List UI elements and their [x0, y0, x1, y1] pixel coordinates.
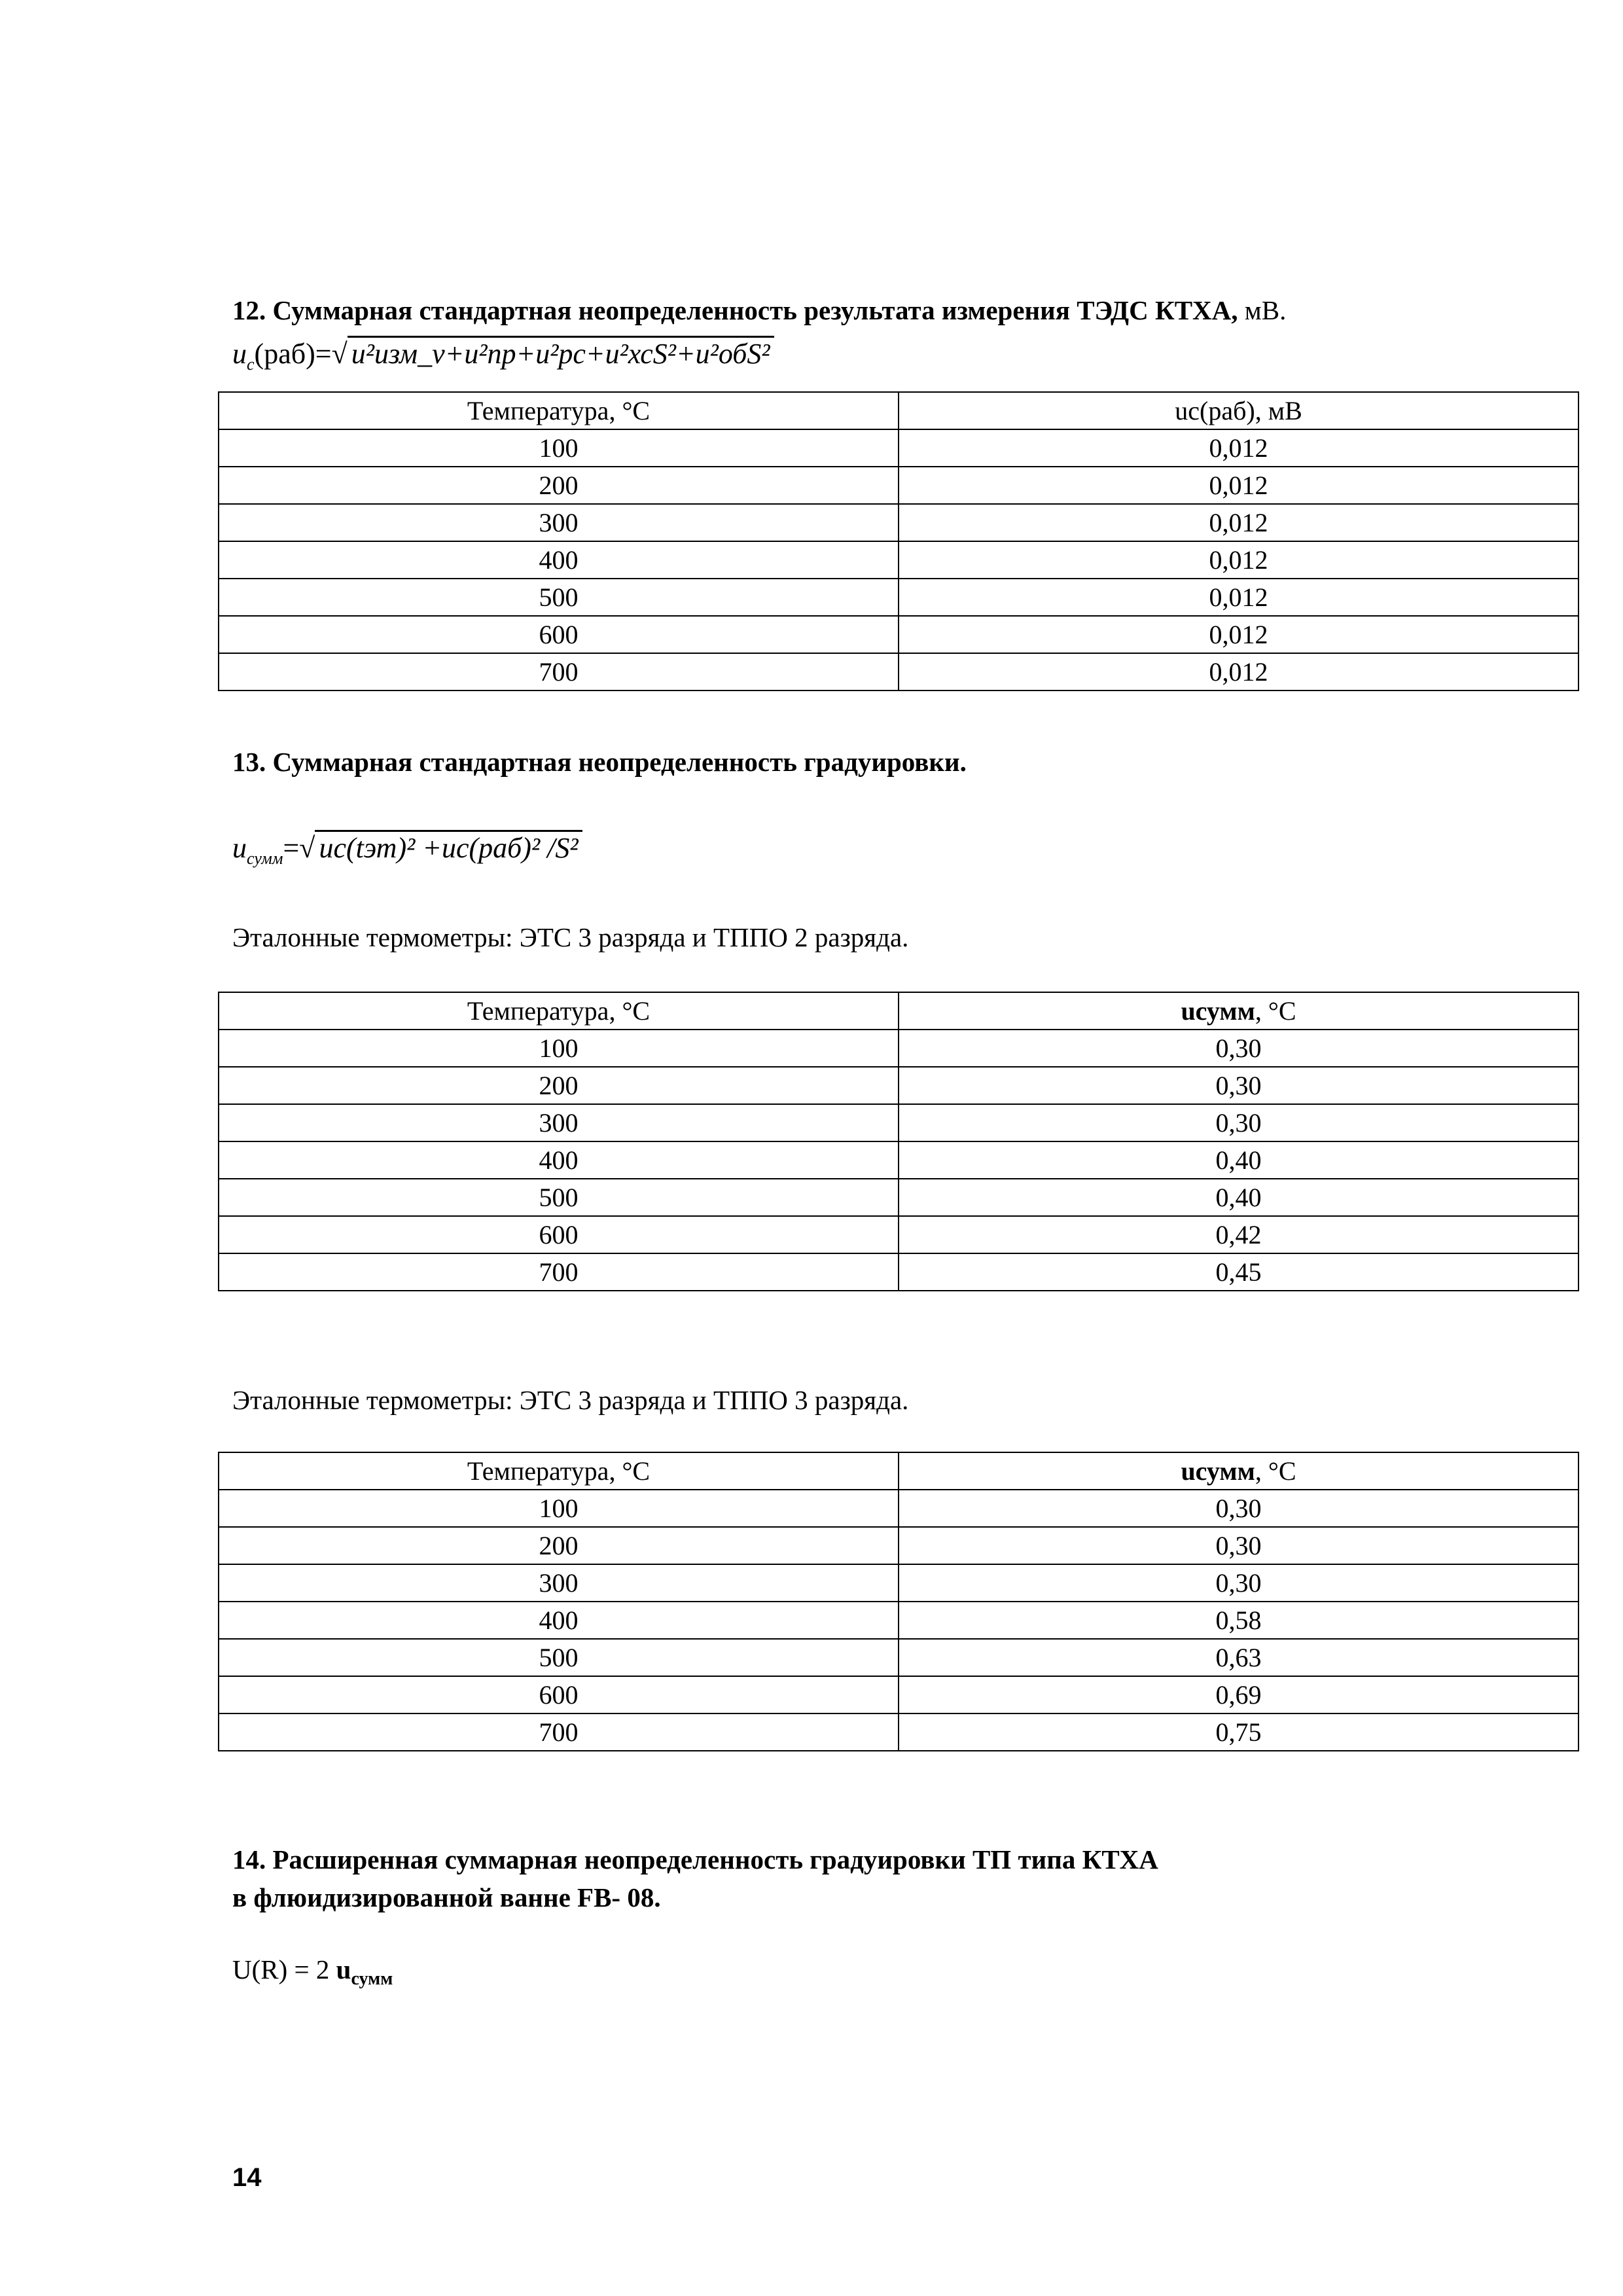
expanded-uncertainty-formula: U(R) = 2 $u_{сумм}$ [232, 1954, 393, 1990]
table-u-summ-class-3 [218, 1452, 1579, 1751]
table-header-row [219, 1452, 1578, 1490]
table-row: 600 0,42 [219, 1216, 1578, 1253]
column-header-temperature: Температура, °С [219, 392, 899, 429]
table-row: 300 0,30 [219, 1104, 1578, 1141]
table-u-summ-class-2 [218, 992, 1579, 1291]
column-header-u-summ: uсумм, °С [899, 992, 1578, 1030]
table-row: 400 0,58 [219, 1602, 1578, 1639]
table-row: 200 0,30 [219, 1067, 1578, 1104]
table-row: 600 0,69 [219, 1676, 1578, 1713]
section-14-line-1: 14. Расширенная суммарная неопределенность градуировки ТП типа КТХА [232, 1844, 1158, 1874]
section-13-number: 13 [232, 747, 259, 777]
table-row: 100 0,012 [219, 429, 1578, 467]
formula-12-radicand: u²изм_v+u²пр+u²рс+u²хсS²+u²обS² [348, 336, 774, 370]
reference-thermometers-note-1: Эталонные термометры: ЭТС 3 разряда и ТППО 2 разряда. [232, 922, 909, 952]
section-14-line-2: в флюидизированной ванне FB- 08. [232, 1882, 661, 1912]
column-header-uc-rab: uс(раб), мВ [899, 392, 1578, 429]
table-row: 300 0,012 [219, 504, 1578, 541]
table-header-row [219, 392, 1578, 429]
table-row: 300 0,30 [219, 1564, 1578, 1602]
table-header-row [219, 992, 1578, 1030]
table-row: 700 0,75 [219, 1713, 1578, 1751]
section-12-title: 12. Суммарная стандартная неопределенность результата измерения ТЭДС КТХА, [232, 295, 1238, 325]
table-row: 500 0,40 [219, 1179, 1578, 1216]
column-header-temperature: Температура, °С [219, 1452, 899, 1490]
page-number: 14 [232, 2163, 262, 2192]
formula-u-summ: $u_{сумм}=√$ uс(tэт)² +uс(раб)² /S² [232, 831, 582, 869]
section-12-heading [232, 295, 1286, 326]
table-row: 700 0,45 [219, 1253, 1578, 1291]
section-12-unit: мВ. [1244, 295, 1287, 325]
reference-thermometers-note-2: Эталонные термометры: ЭТС 3 разряда и ТППО 3 разряда. [232, 1385, 909, 1415]
table-row: 100 0,30 [219, 1030, 1578, 1067]
table-row: 500 0,63 [219, 1639, 1578, 1676]
section-14-heading [232, 1840, 1158, 1916]
formula-13-radicand: uс(tэт)² +uс(раб)² /S² [315, 830, 582, 864]
column-header-u-summ: uсумм, °С [899, 1452, 1578, 1490]
table-row: 100 0,30 [219, 1490, 1578, 1527]
section-13-title: . Суммарная стандартная неопределенность градуировки. [259, 747, 967, 777]
table-row: 700 0,012 [219, 653, 1578, 691]
table-row: 200 0,30 [219, 1527, 1578, 1564]
table-row: 500 0,012 [219, 579, 1578, 616]
column-header-temperature: Температура, °С [219, 992, 899, 1030]
formula-uc-rab: $u_c(раб)=√$ u²изм_v+u²пр+u²рс+u²хсS²+u²обS² [232, 337, 774, 374]
table-row: 200 0,012 [219, 467, 1578, 504]
table-row: 400 0,40 [219, 1141, 1578, 1179]
table-row: 400 0,012 [219, 541, 1578, 579]
table-row: 600 0,012 [219, 616, 1578, 653]
table-uc-rab [218, 391, 1579, 691]
section-13-heading [232, 746, 967, 778]
